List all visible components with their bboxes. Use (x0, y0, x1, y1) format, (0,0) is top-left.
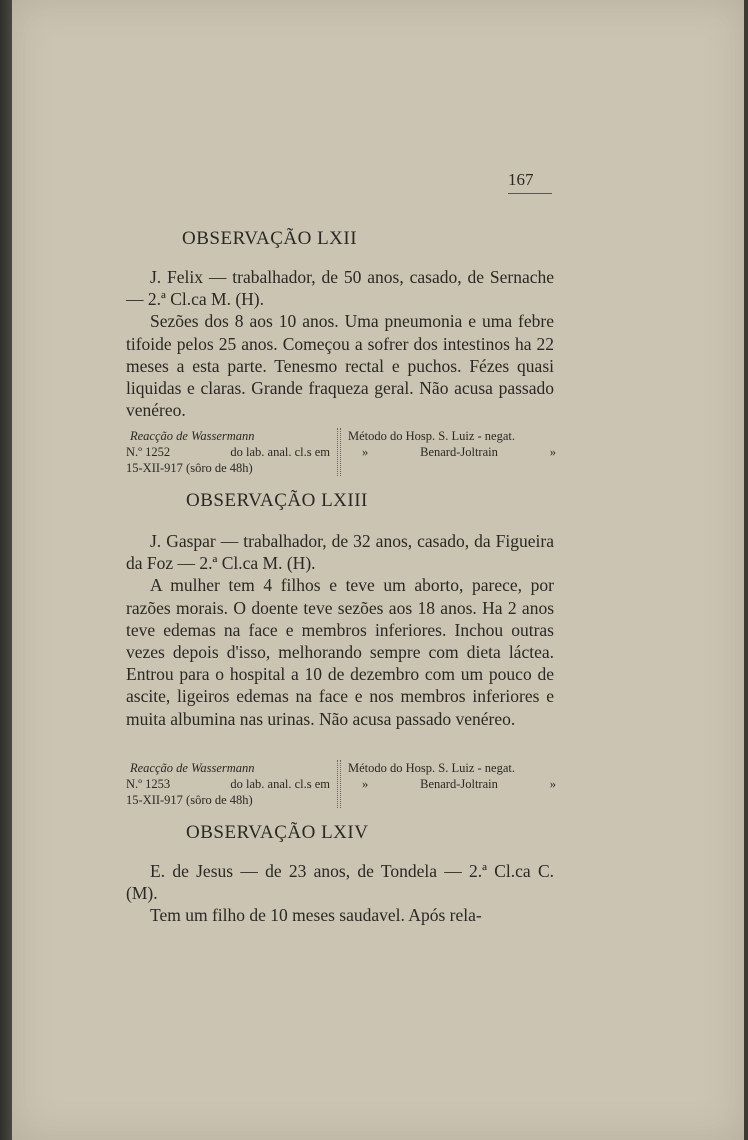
lab-divider (337, 428, 341, 476)
method-name: Benard-Joltrain (420, 777, 498, 791)
book-gutter (0, 0, 12, 1140)
section-heading-lxiii: OBSERVAÇÃO LXIII (186, 490, 368, 511)
lab-divider (337, 760, 341, 808)
method-name: Benard-Joltrain (420, 445, 498, 459)
section-body-lxiv (126, 860, 554, 927)
lab-date: 15-XII-917 (sôro de 48h) (126, 793, 253, 807)
lab-descriptor: do lab. anal. cl.s em (230, 777, 330, 791)
ditto-mark: » (362, 445, 369, 459)
paragraph: Sezões dos 8 aos 10 anos. Uma pneumonia e uma febre tifoide pelos 25 anos. Começou a sofrer dos intestinos ha 22 meses a esta parte. Tenesmo rectal e puchos. Fézes quasi liquidas e claras. Grande fraqueza geral. Não acusa passado venéreo. (126, 311, 554, 421)
method-hosp-s-luiz: Método do Hosp. S. Luiz - negat. (348, 761, 515, 775)
method-benard-joltrain (348, 444, 556, 460)
paragraph: E. de Jesus — de 23 anos, de Tondela — 2.ª Cl.ca C. (M). (126, 861, 554, 904)
section-body-lxiii (126, 530, 554, 730)
section-body-lxii (126, 266, 554, 421)
paragraph: J. Felix — trabalhador, de 50 anos, casado, de Sernache — 2.ª Cl.ca M. (H). (126, 267, 554, 310)
lab-number: N.º 1253 (126, 777, 171, 791)
lab-number: N.º 1252 (126, 445, 171, 459)
paragraph: A mulher tem 4 filhos e teve um aborto, parece, por razões morais. O doente teve sezões aos 18 anos. Ha 2 anos teve edemas na face e membros inferiores. Inchou outras vezes depois d'isso, melhorando sempre com dieta láctea. Entrou para o hospital a 10 de dezembro com um pouco de ascite, ligeiros edemas na face e nos membros inferiores e muita albumina nas urinas. Não acusa passado venéreo. (126, 575, 554, 729)
method-benard-joltrain (348, 776, 556, 792)
section-heading-lxiv: OBSERVAÇÃO LXIV (186, 822, 369, 843)
lab-title: Reacção de Wassermann (130, 429, 255, 443)
lab-reference (126, 428, 330, 476)
paragraph: Tem um filho de 10 meses saudavel. Após rela- (150, 905, 482, 926)
book-page (12, 0, 744, 1140)
lab-reference (126, 760, 330, 808)
ditto-mark: » (549, 445, 556, 459)
lab-date: 15-XII-917 (sôro de 48h) (126, 461, 253, 475)
lab-methods (348, 760, 556, 792)
lab-title: Reacção de Wassermann (130, 761, 255, 775)
paragraph: J. Gaspar — trabalhador, de 32 anos, casado, da Figueira da Foz — 2.ª Cl.ca M. (H). (126, 531, 554, 574)
page-number: 167 (508, 170, 552, 194)
section-heading-lxii: OBSERVAÇÃO LXII (182, 228, 358, 249)
lab-methods (348, 428, 556, 460)
method-hosp-s-luiz: Método do Hosp. S. Luiz - negat. (348, 429, 515, 443)
ditto-mark: » (549, 777, 556, 791)
ditto-mark: » (362, 777, 369, 791)
lab-descriptor: do lab. anal. cl.s em (230, 445, 330, 459)
